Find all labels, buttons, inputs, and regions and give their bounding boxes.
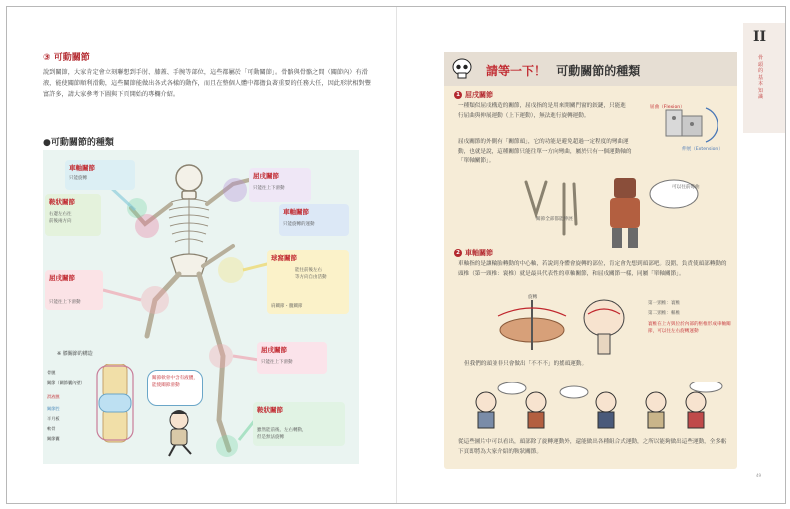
spinning-top-illustration xyxy=(490,294,580,354)
callout-ball-socket-joint: 球窩關節 能往前後左右 等方向自由活動 肩關節・髖關節 xyxy=(267,250,349,314)
knee-speech-bubble: 關節軟骨中含有液體，能使關節滑動 xyxy=(147,370,203,406)
chapter-badge xyxy=(743,23,785,133)
intro-paragraph: 說到關節，大家肯定會立刻聯想到手肘、膝蓋、手腕等部位，這些都屬於「可動關節」。骨骼與骨骼之間（關節內）有滑液，能使關節順利滑動，這些關節能做出各式各樣的動作，而且在整個人體中都擔負著重要的任務大任，因此形狀相對豐富許多，請大家參考下圖與下頁開始的專欄介紹。 xyxy=(43,69,371,98)
head-rotation-illustration xyxy=(574,294,644,358)
head-movement-cartoons xyxy=(456,382,726,432)
column-card: 請等一下！ 可動關節的種類 1 屈戌關節 一種類似屈戌構造的關節，屈戌指的是用來開關門窗的鉸鏈，只能進行屈曲與伸展運動（上下運動），無法進行旋轉運動。 屈戌關節的外側有「關節頭」，它的功能是避免超過一定程度的彎曲運動，也就是說，這種關節只能往單一方向彎曲，屬於只有一個運動軸的「單軸關節」。 屈曲（Flexion） 伸展（Extension） 可以往前彎曲 關節全部都能伸展 2 車軸關節 車軸指的是讓輪胎轉動的中心軸，若說到身體會旋轉的部位，肯定會先想到頭部吧。沒錯，負責使頭部轉動的頭椎（第一頸椎：寰椎）就是最具代表性的車軸關節，和屈戌關節一樣，同屬「單軸關節」。 旋轉 第一頸椎：寰椎 第二頸椎：樞椎 寰椎在上方與位於內部的枢椎形成車軸關節，可以往左右旋轉運動 但我們的頭並非只會做出「不不不」的搖頭運動。 從這些圖片中可以看出，頭部除了旋轉運動外，還能做出各種組合式運動，之所以能夠做出這些運動，全多虧下頁即將為大家介紹的鞍狀關節。 xyxy=(444,52,737,469)
chapter-number: II xyxy=(753,29,767,45)
left-page xyxy=(7,7,396,503)
column-header xyxy=(444,52,737,86)
pivot-paragraph-2: 但我們的頭並非只會做出「不不不」的搖頭運動。 xyxy=(464,361,588,367)
column-title: 請等一下！ 可動關節的種類 xyxy=(486,64,641,78)
robot-note: 可以往前彎曲 xyxy=(672,185,700,190)
diagram-title: ●可動關節的種類 xyxy=(43,138,114,148)
callout-pivot-joint-lower: 車軸關節 只能旋轉的運動 xyxy=(279,204,349,236)
skull-icon xyxy=(450,57,474,81)
book-spread xyxy=(6,6,786,504)
pivot-paragraph-3: 從這些圖片中可以看出，頭部除了旋轉運動外，還能做出各種組合式運動，之所以能夠做出這些運動，全多虧下頁即將為大家介紹的鞍狀關節。 xyxy=(458,439,727,455)
hinge-paragraph-1: 一種類似屈戌構造的關節，屈戌指的是用來開關門窗的鉸鏈，只能進行屈曲與伸展運動（上下運動），無法進行旋轉運動。 xyxy=(458,103,626,119)
section-heading: ③ 可動關節 xyxy=(43,53,90,63)
pivot-paragraph-1: 車軸指的是讓輪胎轉動的中心軸，若說到身體會旋轉的部位，肯定會先想到頭部吧。沒錯，負責使頭部轉動的頭椎（第一頸椎：寰椎）就是最具代表性的車軸關節，和屈戌關節一樣，同屬「單軸關節」。 xyxy=(458,261,727,277)
callout-pivot-joint-upper: 車軸關節 只能旋轉 xyxy=(65,160,135,190)
page-number: 49 xyxy=(756,473,762,478)
elbow-note: 關節全部都能伸展 xyxy=(536,217,573,222)
callout-hinge-joint-upper: 屈戌關節 只能往上下滑動 xyxy=(249,168,311,202)
callout-saddle-joint-upper: 鞍狀關節 右邊左右往 前後兩方向 xyxy=(45,194,101,236)
callout-hinge-joint-lower: 屈戌關節 只能往上下滑動 xyxy=(257,342,327,374)
door-hinge-illustration xyxy=(648,102,718,162)
callout-saddle-joint-lower: 鞍狀關節 雖然能前後、左右轉動， 但是無法旋轉 xyxy=(253,402,345,446)
chapter-title: 骨頭的基本知識 xyxy=(758,55,764,100)
flexion-label: 屈曲（Flexion） xyxy=(650,105,685,110)
knee-structure-title: ※ 膝關節的構造 xyxy=(57,351,93,357)
hinge-section-heading: 1 屈戌關節 xyxy=(454,90,493,100)
child-character xyxy=(161,408,201,458)
callout-hinge-joint-middle: 屈戌關節 只能往上下滑動 xyxy=(45,270,103,310)
hinge-paragraph-2: 屈戌關節的外側有「關節頭」，它的功能是避免超過一定程度的彎曲運動，也就是說，這種關節只能往單一方向彎曲，屬於只有一個運動軸的「單軸關節」。 xyxy=(458,139,632,164)
joint-types-diagram: 車軸關節 只能旋轉 鞍狀關節 右邊左右往 前後兩方向 屈戌關節 只能往上下滑動 車軸關節 只能旋轉的運動 球窩關節 能往前後左右 等方向自由活動 肩關節・髖關節 屈戌關節 只能往上下滑動 屈戌關節 只能往上下滑動 鞍狀關節 雖然能前後、左右轉動， 但是無法旋轉 ※ 膝關節的構造 骨膜 關節（關節囊內壁） 滑液膜 關節腔 半月板 軟骨 關節囊 關節軟骨中含有液體，能使關節滑動 xyxy=(43,150,359,464)
extension-label: 伸展（Extension） xyxy=(682,147,723,152)
pivot-section-heading: 2 車軸關節 xyxy=(454,248,493,258)
right-page xyxy=(396,7,785,503)
rotation-label: 旋轉 xyxy=(528,295,538,300)
